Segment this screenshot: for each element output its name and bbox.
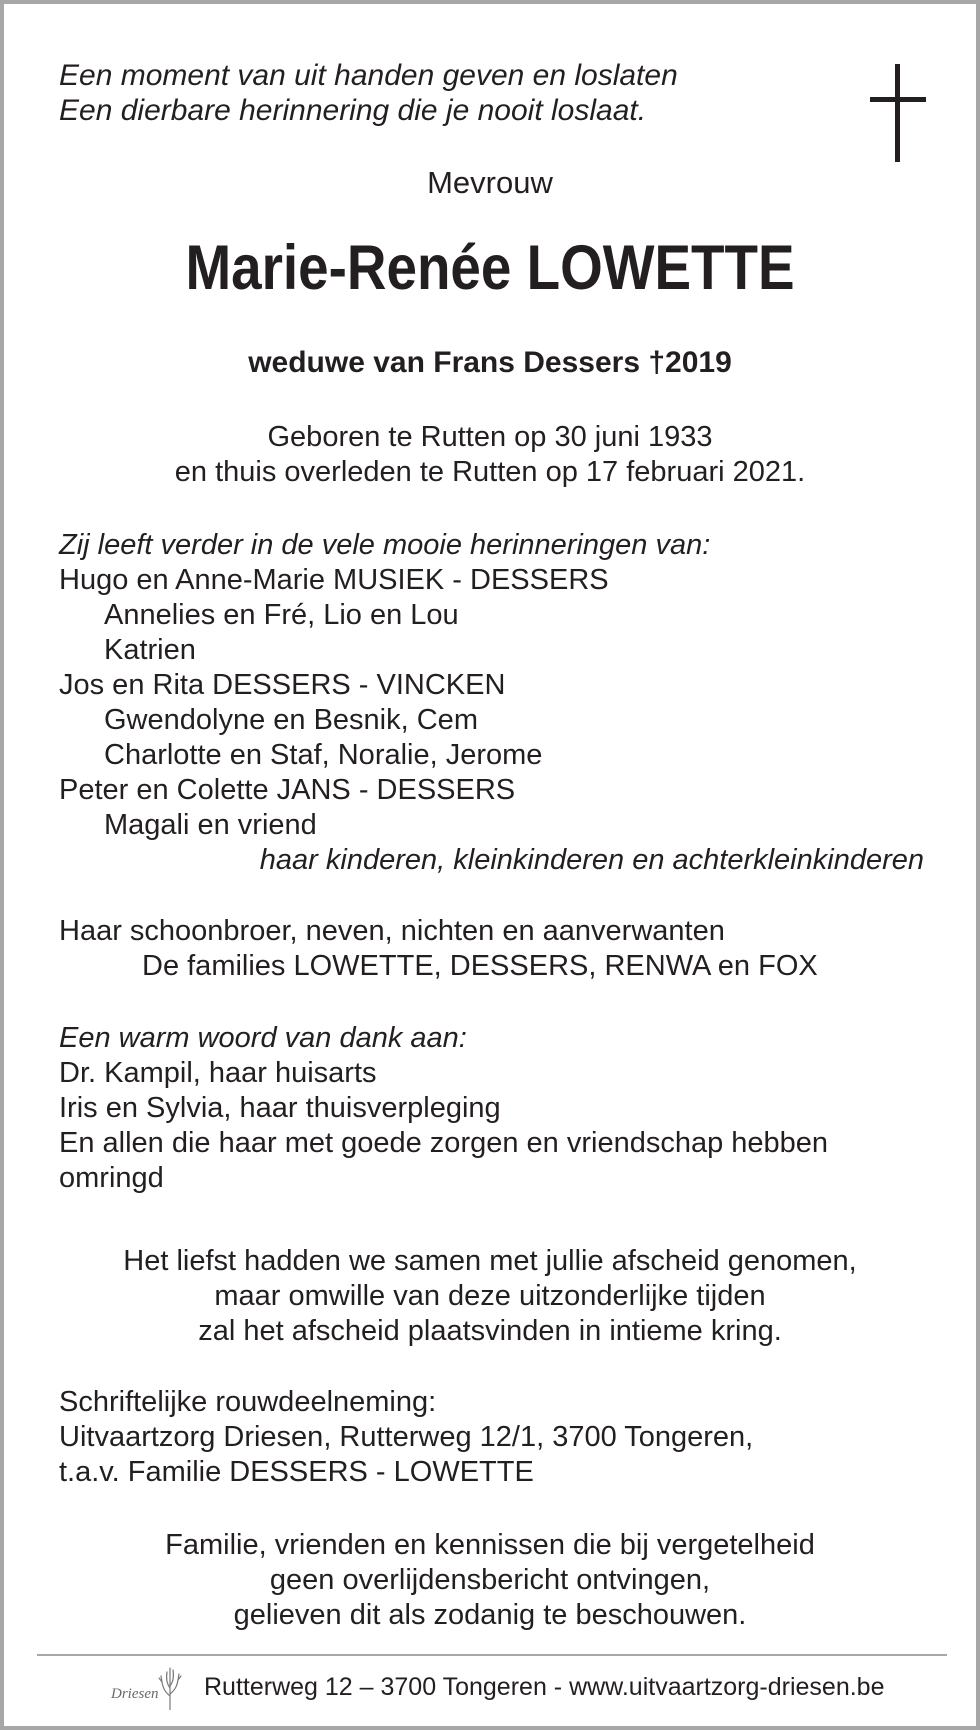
family-line: Katrien: [104, 634, 196, 666]
notice-line: Familie, vrienden en kennissen die bij vergetelheid: [165, 1529, 815, 1561]
relatives-line-1: Haar schoonbroer, neven, nichten en aanverwanten: [59, 915, 725, 947]
farewell-line: maar omwille van deze uitzonderlijke tijden: [214, 1280, 766, 1312]
footer: [109, 1662, 909, 1718]
family-line: Jos en Rita DESSERS - VINCKEN: [59, 669, 506, 701]
family-intro: Zij leeft verder in de vele mooie herinneringen van:: [59, 529, 711, 561]
thanks-line: En allen die haar met goede zorgen en vriendschap hebben: [59, 1127, 829, 1159]
condolence-line: Uitvaartzorg Driesen, Rutterweg 12/1, 3700 Tongeren,: [59, 1421, 754, 1453]
notice-line: gelieven dit als zodanig te beschouwen.: [233, 1599, 747, 1631]
thanks-line: omringd: [59, 1162, 164, 1194]
thanks-line: Iris en Sylvia, haar thuisverpleging: [59, 1092, 501, 1124]
family-line: Peter en Colette JANS - DESSERS: [59, 774, 516, 806]
deceased-name: Marie-Renée LOWETTE: [185, 233, 795, 303]
funeral-home-logo: [109, 1662, 189, 1718]
family-line: Charlotte en Staf, Noralie, Jerome: [104, 739, 543, 771]
tree-icon: [157, 1666, 183, 1710]
birth-line: Geboren te Rutten op 30 juni 1933: [267, 421, 713, 453]
family-line: Annelies en Fré, Lio en Lou: [104, 599, 459, 631]
family-line: Magali en vriend: [104, 809, 317, 841]
family-line: Hugo en Anne-Marie MUSIEK - DESSERS: [59, 564, 609, 596]
thanks-line: Dr. Kampil, haar huisarts: [59, 1057, 377, 1089]
relatives-line-2: De families LOWETTE, DESSERS, RENWA en FOX: [142, 950, 818, 982]
farewell-line: Het liefst hadden we samen met jullie afscheid genomen,: [123, 1245, 857, 1277]
logo-text: Driesen: [111, 1686, 159, 1702]
footer-address: Rutterweg 12 – 3700 Tongeren - www.uitvaartzorg-driesen.be: [204, 1673, 885, 1701]
thanks-intro: Een warm woord van dank aan:: [59, 1022, 467, 1054]
family-line: Gwendolyne en Besnik, Cem: [104, 704, 478, 736]
notice-line: geen overlijdensbericht ontvingen,: [269, 1564, 711, 1596]
spouse-line: weduwe van Frans Dessers †2019: [248, 346, 732, 379]
cross-icon: [870, 64, 926, 162]
family-closing: haar kinderen, kleinkinderen en achterkleinkinderen: [259, 844, 924, 876]
motto-line-2: Een dierbare herinnering die je nooit loslaat.: [59, 94, 647, 127]
motto-line-1: Een moment van uit handen geven en loslaten: [59, 59, 678, 92]
honorific-title: Mevrouw: [427, 165, 553, 200]
farewell-line: zal het afscheid plaatsvinden in intieme kring.: [198, 1315, 782, 1347]
footer-divider: [37, 1654, 947, 1656]
condolence-line: t.a.v. Familie DESSERS - LOWETTE: [59, 1456, 534, 1488]
condolence-line: Schriftelijke rouwdeelneming:: [59, 1386, 437, 1418]
death-line: en thuis overleden te Rutten op 17 februari 2021.: [174, 456, 806, 488]
